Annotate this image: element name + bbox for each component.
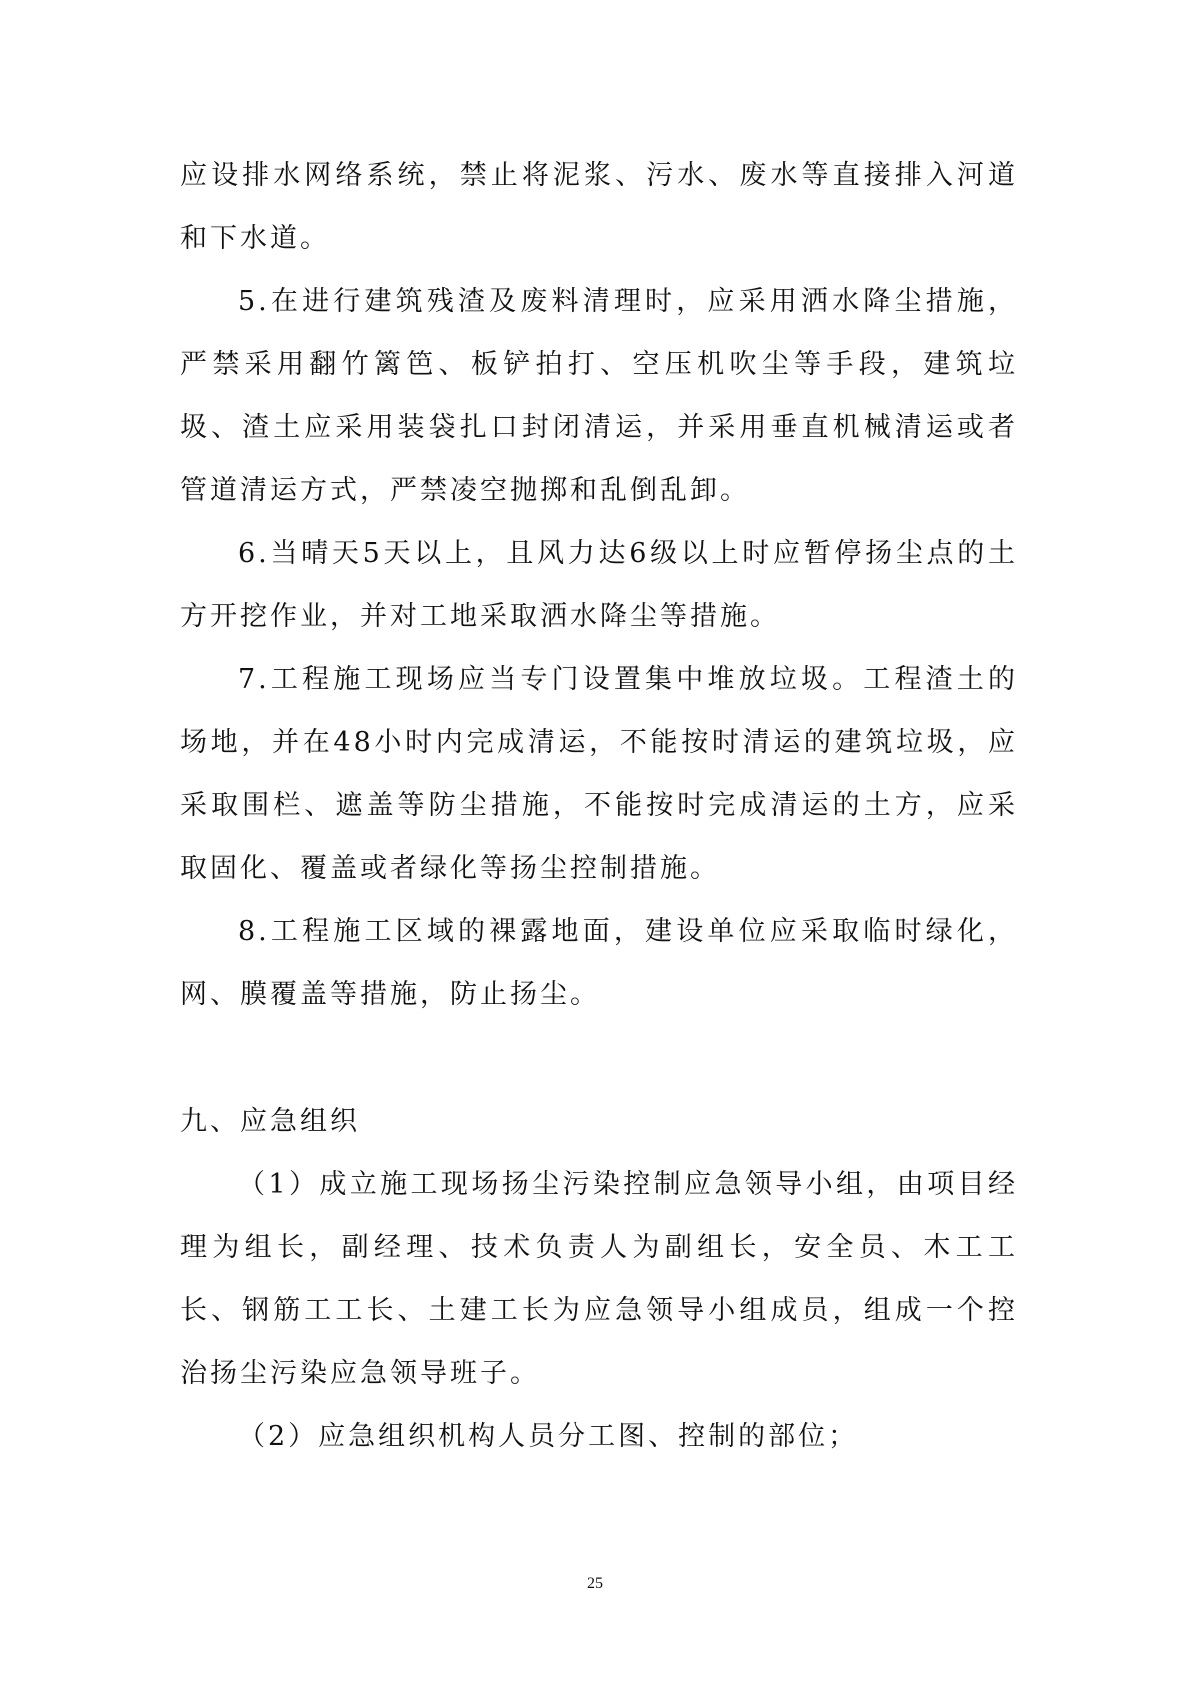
section-heading-emergency-organization: 九、应急组织 bbox=[180, 1106, 360, 1137]
paragraph-item-8: 8.工程施工区域的裸露地面，建设单位应采取临时绿化，网、膜覆盖等措施，防止扬尘。 bbox=[180, 916, 1018, 1010]
paragraph-item-6: 6.当晴天5天以上，且风力达6级以上时应暂停扬尘点的土方开挖作业，并对工地采取洒水降尘等措施。 bbox=[180, 538, 1018, 632]
paragraph-item-7: 7.工程施工现场应当专门设置集中堆放垃圾。工程渣土的场地，并在48小时内完成清运，不能按时清运的建筑垃圾，应采取围栏、遮盖等防尘措施，不能按时完成清运的土方，应采取固化、覆盖或者绿化等扬尘控制措施。 bbox=[180, 664, 1018, 884]
paragraph-emergency-item-1: （1）成立施工现场扬尘污染控制应急领导小组，由项目经理为组长，副经理、技术负责人为副组长，安全员、木工工长、钢筋工工长、土建工长为应急领导小组成员，组成一个控治扬尘污染应急领导班子。 bbox=[180, 1169, 1018, 1389]
page-number: 25 bbox=[587, 1575, 603, 1592]
document-body bbox=[180, 144, 1018, 1468]
paragraph-item-5: 5.在进行建筑残渣及废料清理时，应采用洒水降尘措施，严禁采用翻竹篱笆、板铲拍打、空压机吹尘等手段，建筑垃圾、渣土应采用装袋扎口封闭清运，并采用垂直机械清运或者管道清运方式，严禁凌空抛掷和乱倒乱卸。 bbox=[180, 286, 1018, 506]
paragraph-drainage-continued: 应设排水网络系统，禁止将泥浆、污水、废水等直接排入河道和下水道。 bbox=[180, 160, 1018, 254]
paragraph-emergency-item-2: （2）应急组织机构人员分工图、控制的部位； bbox=[238, 1421, 859, 1452]
